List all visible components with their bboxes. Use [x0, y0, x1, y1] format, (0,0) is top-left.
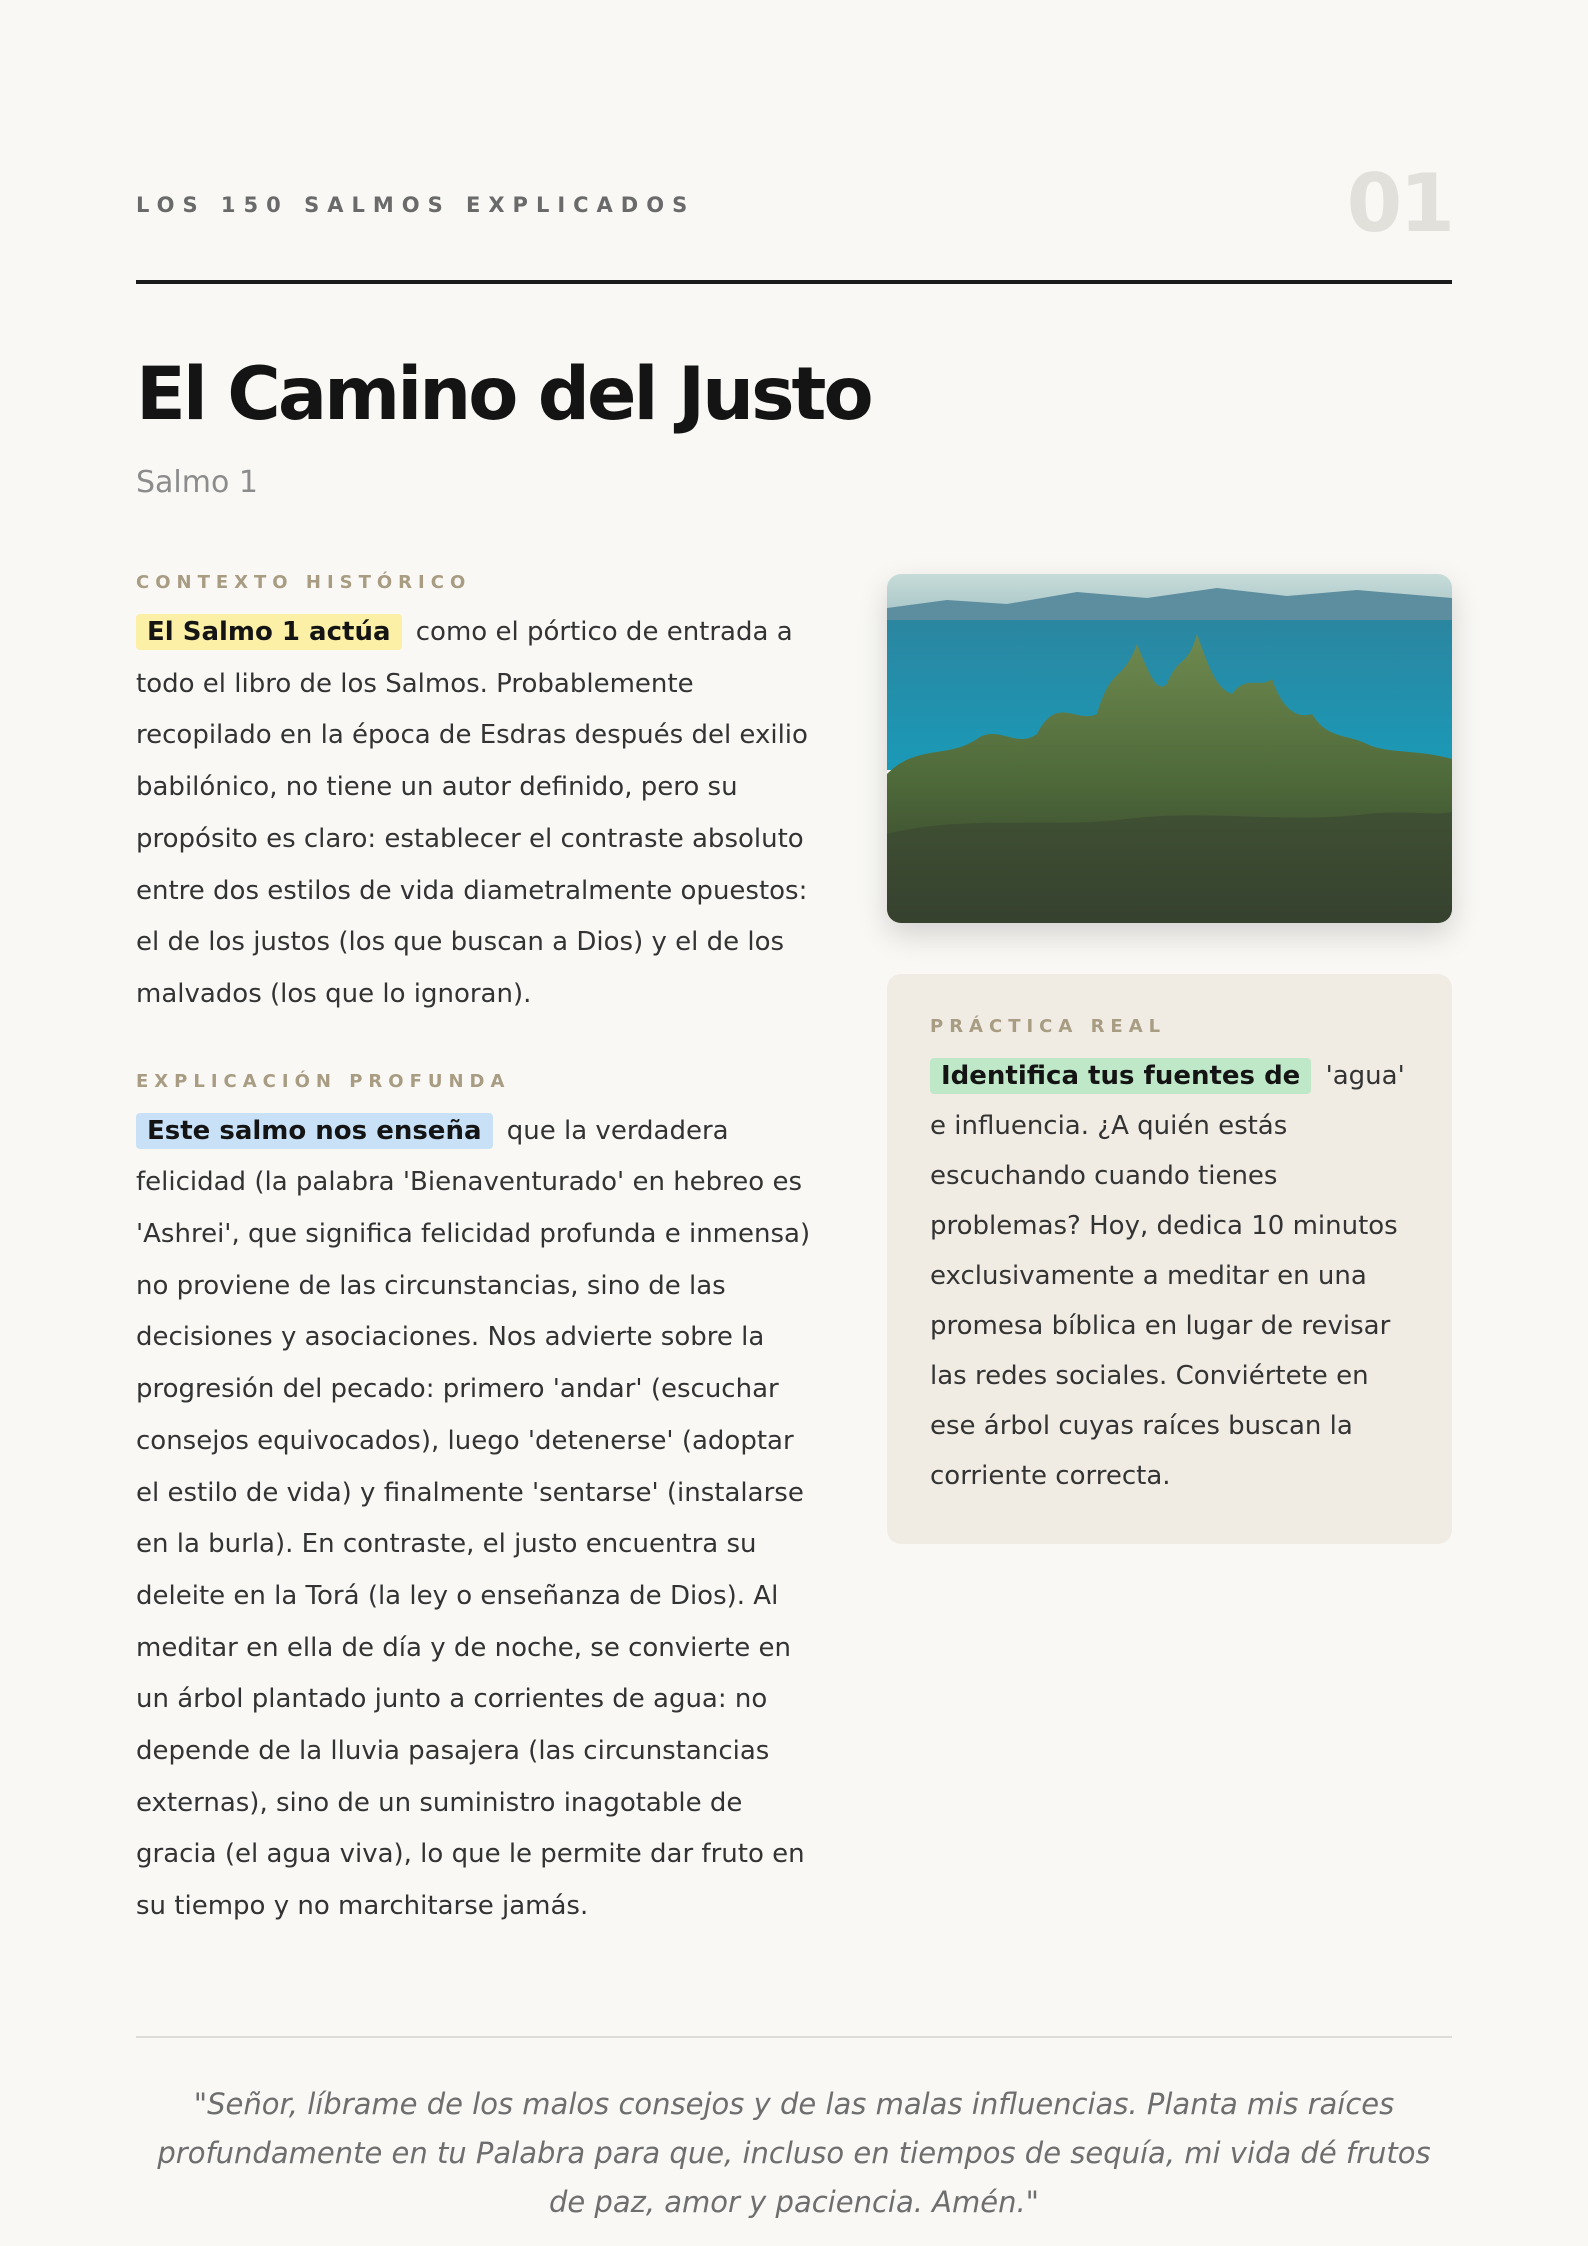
landscape-photo [887, 574, 1452, 923]
context-text: como el pórtico de entrada a todo el libro de los Salmos. Probablemente recopilado en la época de Esdras después del exilio babilónico, no tiene un autor definido, pero su propósito es claro: establecer el contraste absoluto entre dos estilos de vida diametralmente opuestos: el de los justos (los que buscan a Dios) y el de los malvados (los que lo ignoran). [136, 617, 808, 1009]
practice-label: PRÁCTICA REAL [930, 1016, 1167, 1037]
practice-text: 'agua' e influencia. ¿A quién estás escuchando cuando tienes problemas? Hoy, dedica 10 minutos exclusivamente a meditar en una promesa bíblica en lugar de revisar las redes sociales. Conviértete en ese árbol cuyas raíces buscan la corriente correcta. [930, 1061, 1405, 1491]
main-column [136, 572, 824, 1983]
practice-card [887, 974, 1452, 1544]
chapter-subtitle: Salmo 1 [136, 465, 258, 500]
page-number: 01 [1346, 157, 1452, 250]
context-label: CONTEXTO HISTÓRICO [136, 572, 472, 593]
side-column [887, 574, 1452, 1544]
context-paragraph [136, 607, 824, 1021]
footer-divider [136, 2036, 1452, 2038]
explanation-text: que la verdadera felicidad (la palabra 'Bienaventurado' en hebreo es 'Ashrei', que significa felicidad profunda e inmensa) no proviene de las circunstancias, sino de las decisiones y asociaciones. Nos advierte sobre la progresión del pecado: primero 'andar' (escuchar consejos equivocados), luego 'detenerse' (adoptar el estilo de vida) y finalmente 'sentarse' (instalarse en la burla). En contraste, el justo encuentra su deleite en la Torá (la ley o enseñanza de Dios). Al meditar en ella de día y de noche, se convierte en un árbol plantado junto a corrientes de agua: no depende de la lluvia pasajera (las circunstancias externas), sino de un suministro inagotable de gracia (el agua viva), lo que le permite dar fruto en su tiempo y no marchitarse jamás. [136, 1115, 811, 1922]
practice-highlight: Identifica tus fuentes de [930, 1058, 1311, 1094]
explanation-highlight: Este salmo nos enseña [136, 1113, 493, 1149]
prayer-quote: "Señor, líbrame de los malos consejos y de las malas influencias. Planta mis raíces profundamente en tu Palabra para que, incluso en tiempos de sequía, mi vida dé frutos de paz, amor y paciencia. Amén." [157, 2087, 1431, 2219]
page-header [136, 157, 1452, 284]
practice-paragraph [930, 1051, 1412, 1501]
explanation-paragraph [136, 1106, 824, 1933]
series-title: LOS 150 SALMOS EXPLICADOS [136, 193, 696, 217]
forest-lake-image [887, 574, 1452, 923]
chapter-title: El Camino del Justo [136, 352, 871, 437]
explanation-label: EXPLICACIÓN PROFUNDA [136, 1070, 511, 1092]
context-highlight: El Salmo 1 actúa [136, 614, 402, 650]
